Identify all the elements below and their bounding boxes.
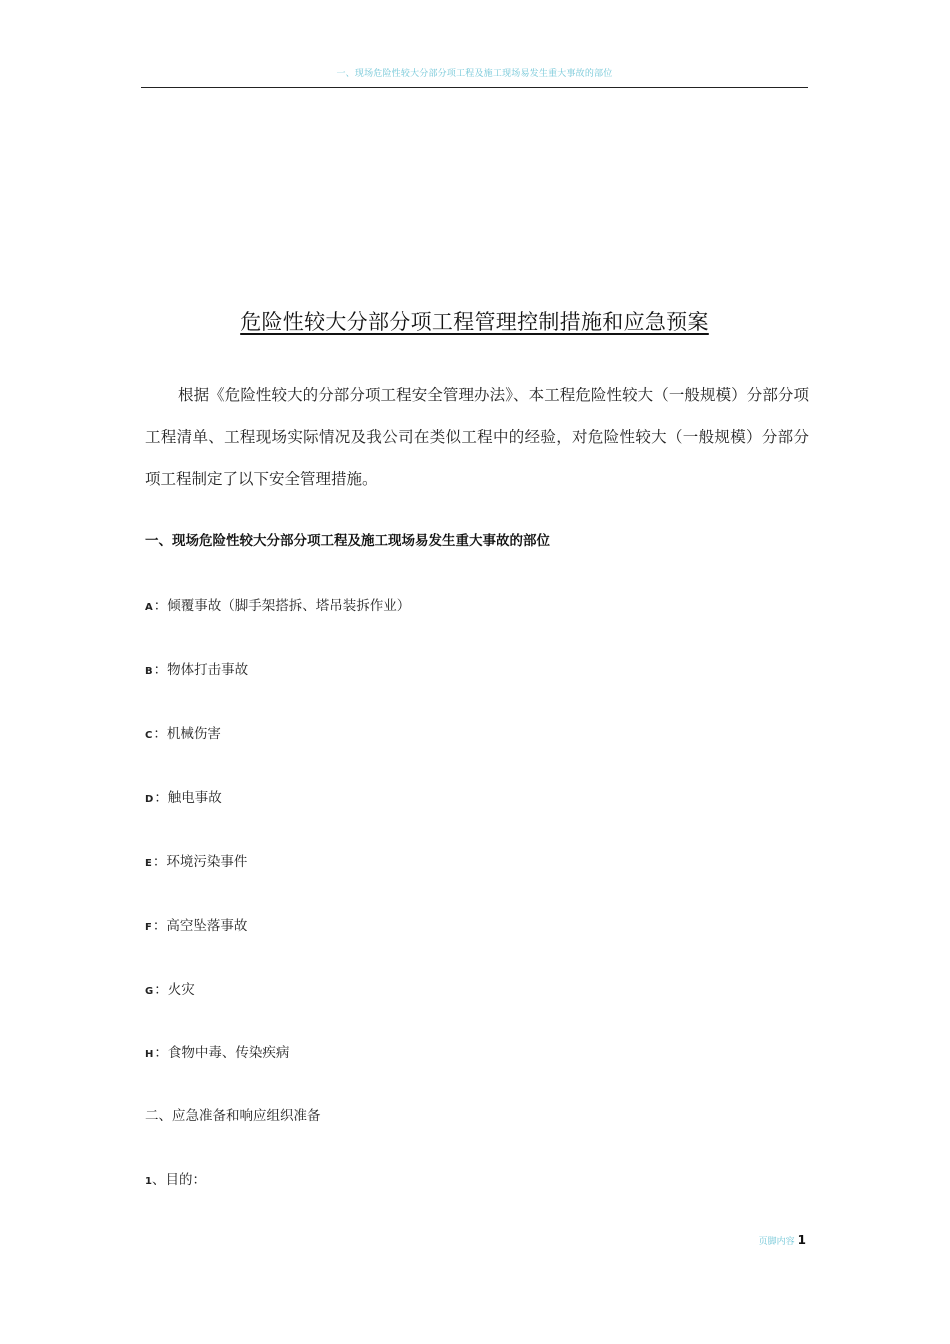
list-item-text: ：火灾 [154, 982, 195, 998]
subsection-marker: 1 [145, 1176, 152, 1187]
document-title: 危险性较大分部分项工程管理控制措施和应急预案 [240, 310, 709, 334]
list-item [145, 978, 195, 998]
subsection-text: 、目的： [151, 1172, 206, 1188]
list-item [145, 914, 247, 934]
intro-paragraph: 根据《危险性较大的分部分项工程安全管理办法》、本工程危险性较大（一般规模）分部分项工程清单、工程现场实际情况及我公司在类似工程中的经验，对危险性较大（一般规模）分部分项工程制定了以下安全管理措施。 [145, 386, 809, 488]
list-item-text: ：物体打击事故 [153, 662, 249, 678]
footer-label: 页脚内容 [758, 1237, 795, 1247]
section-heading-1: 一、现场危险性较大分部分项工程及施工现场易发生重大事故的部位 [145, 533, 550, 549]
list-item [145, 594, 410, 614]
page-number: 1 [797, 1233, 806, 1247]
list-item-text: ：环境污染事件 [152, 854, 248, 870]
list-item [145, 786, 222, 806]
list-item [145, 658, 248, 678]
list-item-text: ：高空坠落事故 [152, 918, 248, 934]
list-item-text: ：倾覆事故（脚手架搭拆、塔吊装拆作业） [153, 598, 411, 614]
list-item [145, 1041, 289, 1061]
page-footer [700, 1233, 806, 1247]
subsection-goal [145, 1168, 206, 1188]
running-header: 一、现场危险性较大分部分项工程及施工现场易发生重大事故的部位 [336, 69, 613, 79]
list-item-text: ：触电事故 [154, 790, 222, 806]
list-marker: G [145, 986, 154, 997]
section-heading-2: 二、应急准备和响应组织准备 [145, 1108, 321, 1124]
list-item [145, 850, 247, 870]
list-marker: B [145, 666, 153, 677]
list-marker: D [145, 794, 154, 805]
list-marker: F [145, 922, 152, 933]
list-item-text: ：机械伤害 [153, 726, 221, 742]
list-item [145, 722, 221, 742]
list-marker: H [145, 1049, 154, 1060]
list-marker: E [145, 858, 152, 869]
header-divider [141, 87, 808, 88]
list-marker: A [145, 602, 153, 613]
list-item-text: ：食物中毒、传染疾病 [154, 1045, 290, 1061]
list-marker: C [145, 730, 153, 741]
